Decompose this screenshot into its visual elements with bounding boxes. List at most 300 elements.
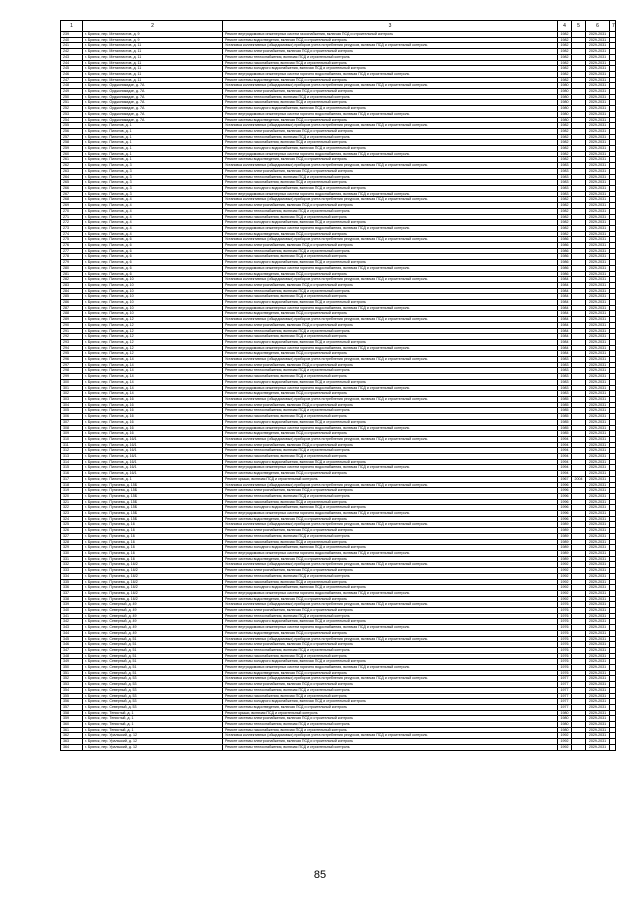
cell-year-built: 1976 [558,619,572,625]
cell-work-type: Ремонт системы электроснабжения, включая ПСД и строительный контроль [223,243,558,249]
cell-work-type: Установка коллективных (общедомовых) приборов учета потребления ресурсов, включая ПСД и строительный контроль [223,277,558,283]
cell-row-number: 277 [61,248,83,254]
cell-row-number: 339 [61,602,83,608]
cell-work-type: Ремонт системы электроснабжения, включая ПСД и строительный контроль [223,739,558,745]
cell-address: г. Брянск, пер. Северный, д. 49 [83,625,223,631]
cell-row-number: 353 [61,682,83,688]
cell-work-type: Ремонт системы холодного водоснабжения, включая ПСД и строительный контроль [223,619,558,625]
cell-address: г. Брянск, пер. Металлистов, д. 9 [83,37,223,43]
cell-address: г. Брянск, пер. Пилотов, д. 12 [83,351,223,357]
cell-address: г. Брянск, пер. Металлистов, д. 9 [83,32,223,38]
cell-row-number: 309 [61,431,83,437]
cell-address: г. Брянск, пер. Пилотов, д. 1 [83,476,223,482]
cell-work-type: Ремонт системы холодного водоснабжения, включая ПСД и строительный контроль [223,66,558,72]
cell-row-number: 292 [61,334,83,340]
cell-address: г. Брянск, пер. Пилотов, д. 16/1 [83,454,223,460]
cell-work-type: Ремонт системы электроснабжения, включая ПСД и строительный контроль [223,322,558,328]
cell-planned-period: 2029-2031 [586,54,610,60]
cell-row-number: 307 [61,419,83,425]
cell-work-type: Ремонт системы электроснабжения, включая ПСД и строительный контроль [223,716,558,722]
cell-address: г. Брянск, пер. Уральский, д. 12 [83,744,223,750]
cell-address: г. Брянск, пер. Пилотов, д. 10 [83,305,223,311]
cell-row-number: 297 [61,362,83,368]
cell-address: г. Брянск, пер. Северный, д. 51 [83,665,223,671]
cell-year-built: 1985 [558,402,572,408]
cell-work-type: Ремонт системы холодного водоснабжения, включая ПСД и строительный контроль [223,419,558,425]
cell-planned-period: 2029-2031 [586,556,610,562]
cell-row-number: 274 [61,231,83,237]
cell-year-built: 1976 [558,653,572,659]
cell-row-number: 328 [61,539,83,545]
cell-work-type: Ремонт системы электроснабжения, включая ПСД и строительный контроль [223,402,558,408]
cell-work-type: Ремонт системы газоснабжения, включая ПСД и строительный контроль [223,727,558,733]
cell-address: г. Брянск, пер. Орджоникидзе, д. 7А [83,106,223,112]
cell-year-built: 1982 [558,43,572,49]
cell-year-built: 1992 [558,739,572,745]
cell-planned-period: 2029-2031 [586,214,610,220]
cell-address: г. Брянск, пер. Орджоникидзе, д. 7А [83,83,223,89]
cell-work-type: Установка коллективных (общедомовых) приборов учета потребления ресурсов, включая ПСД и строительный контроль [223,436,558,442]
cell-planned-period: 2029-2031 [586,744,610,750]
cell-address: г. Брянск, пер. Уральский, д. 12 [83,739,223,745]
cell-row-number: 308 [61,425,83,431]
cell-row-number: 325 [61,522,83,528]
cell-row-number: 326 [61,528,83,534]
cell-work-type: Ремонт внутридомовых инженерных систем горячего водоснабжения, включая ПСД и строительный контроль [223,345,558,351]
cell-address: г. Брянск, пер. Пилотов, д. 1 [83,146,223,152]
cell-planned-period: 2029-2031 [586,374,610,380]
cell-planned-period: 2029-2031 [586,43,610,49]
table-header [61,21,616,32]
cell-row-number: 258 [61,140,83,146]
cell-year-built: 1976 [558,630,572,636]
cell-address: г. Брянск, пер. Пилотов, д. 12 [83,339,223,345]
cell-planned-period: 2029-2031 [586,368,610,374]
cell-year-built: 1986 [558,248,572,254]
cell-row-number: 319 [61,488,83,494]
cell-row-number: 252 [61,106,83,112]
cell-address: г. Брянск, пер. Пугачева, д. 16/2 [83,568,223,574]
cell-address: г. Брянск, пер. Северный, д. 51 [83,653,223,659]
cell-row-number: 303 [61,397,83,403]
cell-planned-period: 2029-2031 [586,191,610,197]
cell-work-type: Ремонт системы водоотведения, включая ПСД и строительный контроль [223,471,558,477]
cell-address: г. Брянск, пер. Пилотов, д. 14 [83,362,223,368]
cell-address: г. Брянск, пер. Пилотов, д. 14 [83,391,223,397]
cell-year-built: 1996 [558,516,572,522]
cell-planned-period: 2029-2031 [586,288,610,294]
cell-work-type: Ремонт системы теплоснабжения, включая ПСД и строительный контроль [223,54,558,60]
cell-year-built: 1986 [558,237,572,243]
cell-year-built: 1982 [558,60,572,66]
cell-planned-period: 2029-2031 [586,608,610,614]
cell-year-built: 1980 [558,716,572,722]
cell-work-type: Ремонт системы теплоснабжения, включая ПСД и строительный контроль [223,448,558,454]
cell-row-number: 323 [61,511,83,517]
cell-address: г. Брянск, пер. Пилотов, д. 6 [83,243,223,249]
cell-year-built: 1985 [558,425,572,431]
cell-planned-period: 2029-2031 [586,180,610,186]
cell-planned-period: 2029-2031 [586,727,610,733]
header-col-7: 7 [610,21,616,32]
cell-address: г. Брянск, пер. Пилотов, д. 1 [83,123,223,129]
cell-row-number: 246 [61,71,83,77]
cell-row-number: 283 [61,282,83,288]
cell-row-number: 335 [61,579,83,585]
cell-address: г. Брянск, пер. Пилотов, д. 16/1 [83,465,223,471]
cell-address: г. Брянск, пер. Пугачева, д. 16/2 [83,585,223,591]
cell-address: г. Брянск, пер. Пилотов, д. 4 [83,231,223,237]
cell-row-number: 289 [61,317,83,323]
cell-year-built: 1989 [558,550,572,556]
cell-year-built: 1989 [558,528,572,534]
cell-planned-period: 2029-2031 [586,505,610,511]
cell-year-built: 1992 [558,585,572,591]
cell-year-built: 1985 [558,397,572,403]
cell-planned-period: 2029-2031 [586,225,610,231]
cell-year-built: 1982 [558,197,572,203]
cell-row-number: 352 [61,676,83,682]
cell-year-built: 1986 [558,271,572,277]
cell-year-built: 1985 [558,419,572,425]
cell-work-type: Ремонт системы газоснабжения, включая ПСД и строительный контроль [223,374,558,380]
cell-address: г. Брянск, пер. Пилотов, д. 3 [83,180,223,186]
cell-planned-period: 2029-2031 [586,710,610,716]
cell-address: г. Брянск, пер. Северный, д. 51 [83,642,223,648]
cell-planned-period: 2029-2031 [586,157,610,163]
cell-year-built: 1985 [558,414,572,420]
cell-work-type: Ремонт системы холодного водоснабжения, включая ПСД и строительный контроль [223,459,558,465]
cell-work-type: Ремонт системы холодного водоснабжения, включая ПСД и строительный контроль [223,699,558,705]
cell-planned-period: 2029-2031 [586,260,610,266]
cell-address: г. Брянск, пер. Пилотов, д. 12 [83,322,223,328]
header-col-2: 2 [83,21,223,32]
cell-planned-period: 2029-2031 [586,111,610,117]
cell-year-built: 1994 [558,465,572,471]
cell-address: г. Брянск, пер. Пугачева, д. 16 [83,528,223,534]
cell-year-built: 1976 [558,659,572,665]
cell-planned-period: 2029-2031 [586,174,610,180]
cell-address: г. Брянск, пер. Пилотов, д. 10 [83,277,223,283]
cell-year-built: 1983 [558,379,572,385]
cell-work-type: Ремонт системы водоотведения, включая ПСД и строительный контроль [223,37,558,43]
cell-address: г. Брянск, пер. Металлистов, д. 11 [83,77,223,83]
cell-address: г. Брянск, пер. Пилотов, д. 3 [83,185,223,191]
cell-address: г. Брянск, пер. Пилотов, д. 6 [83,254,223,260]
cell-row-number: 362 [61,733,83,739]
cell-work-type: Установка коллективных (общедомовых) приборов учета потребления ресурсов, включая ПСД и строительный контроль [223,397,558,403]
cell-row-number: 304 [61,402,83,408]
cell-year-built: 1976 [558,670,572,676]
cell-year-built: 1977 [558,699,572,705]
cell-planned-period: 2029-2031 [586,682,610,688]
cell-address: г. Брянск, пер. Орджоникидзе, д. 7А [83,117,223,123]
cell-address: г. Брянск, пер. Пилотов, д. 16 [83,414,223,420]
cell-address: г. Брянск, пер. Пилотов, д. 16 [83,408,223,414]
cell-year-built: 1977 [558,687,572,693]
cell-year-built: 1983 [558,391,572,397]
cell-planned-period: 2029-2031 [586,722,610,728]
cell-address: г. Брянск, пер. Северный, д. 53 [83,699,223,705]
cell-year-built: 1986 [558,265,572,271]
cell-work-type: Ремонт системы газоснабжения, включая ПСД и строительный контроль [223,180,558,186]
cell-row-number: 251 [61,100,83,106]
cell-row-number: 320 [61,493,83,499]
cell-planned-period: 2029-2031 [586,590,610,596]
cell-year-built: 1982 [558,214,572,220]
cell-address: г. Брянск, пер. Пилотов, д. 1 [83,151,223,157]
cell-address: г. Брянск, пер. Северный, д. 53 [83,704,223,710]
cell-planned-period: 2029-2031 [586,493,610,499]
cell-planned-period: 2029-2031 [586,317,610,323]
cell-work-type: Ремонт системы газоснабжения, включая ПСД и строительный контроль [223,579,558,585]
cell-work-type: Ремонт внутридомовых инженерных систем горячего водоснабжения, включая ПСД и строительный контроль [223,305,558,311]
cell-planned-period: 2029-2031 [586,94,610,100]
cell-year-built: 1986 [558,254,572,260]
cell-row-number: 351 [61,670,83,676]
cell-address: г. Брянск, пер. Пугачева, д. 15Б [83,516,223,522]
cell-row-number: 240 [61,37,83,43]
cell-planned-period: 2029-2031 [586,83,610,89]
cell-year-built: 1984 [558,277,572,283]
cell-planned-period: 2029-2031 [586,100,610,106]
cell-work-type: Ремонт системы теплоснабжения, включая ПСД и строительный контроль [223,493,558,499]
cell-address: г. Брянск, пер. Пилотов, д. 1 [83,134,223,140]
cell-work-type: Установка коллективных (общедомовых) приборов учета потребления ресурсов, включая ПСД и строительный контроль [223,636,558,642]
cell-work-type: Ремонт системы электроснабжения, включая ПСД и строительный контроль [223,49,558,55]
cell-row-number: 291 [61,328,83,334]
cell-work-type: Ремонт системы электроснабжения, включая ПСД и строительный контроль [223,608,558,614]
cell-work-type: Ремонт системы теплоснабжения, включая ПСД и строительный контроль [223,573,558,579]
cell-planned-period: 2029-2031 [586,454,610,460]
cell-planned-period: 2029-2031 [586,357,610,363]
cell-row-number: 254 [61,117,83,123]
cell-planned-period: 2029-2031 [586,185,610,191]
cell-address: г. Брянск, пер. Пилотов, д. 16/1 [83,448,223,454]
cell-row-number: 261 [61,157,83,163]
cell-planned-period: 2029-2031 [586,528,610,534]
cell-year-built: 1980 [558,89,572,95]
cell-planned-period: 2029-2031 [586,670,610,676]
cell-work-type: Ремонт системы газоснабжения, включая ПСД и строительный контроль [223,100,558,106]
cell-year-built: 1992 [558,579,572,585]
cell-row-number: 279 [61,260,83,266]
cell-planned-period: 2029-2031 [586,265,610,271]
cell-planned-period: 2029-2031 [586,545,610,551]
cell-planned-period: 2029-2031 [586,146,610,152]
cell-address: г. Брянск, пер. Металлистов, д. 11 [83,60,223,66]
cell-row-number: 311 [61,442,83,448]
cell-year-built: 1982 [558,66,572,72]
cell-work-type: Ремонт системы электроснабжения, включая ПСД и строительный контроль [223,488,558,494]
cell-row-number: 315 [61,465,83,471]
cell-planned-period: 2029-2031 [586,351,610,357]
cell-year-built: 1996 [558,511,572,517]
cell-work-type: Ремонт системы водоотведения, включая ПСД и строительный контроль [223,77,558,83]
cell-address: г. Брянск, пер. Пилотов, д. 1 [83,140,223,146]
cell-row-number: 347 [61,647,83,653]
header-col-4: 4 [558,21,572,32]
cell-work-type: Ремонт системы газоснабжения, включая ПСД и строительный контроль [223,454,558,460]
cell-work-type: Ремонт системы теплоснабжения, включая ПСД и строительный контроль [223,722,558,728]
cell-planned-period: 2029-2031 [586,379,610,385]
cell-work-type: Ремонт системы холодного водоснабжения, включая ПСД и строительный контроль [223,545,558,551]
cell-work-type: Ремонт внутридомовых инженерных систем горячего водоснабжения, включая ПСД и строительный контроль [223,465,558,471]
cell-row-number: 273 [61,225,83,231]
cell-year-built: 1992 [558,733,572,739]
cell-row-number: 332 [61,562,83,568]
cell-work-type: Установка коллективных (общедомовых) приборов учета потребления ресурсов, включая ПСД и строительный контроль [223,237,558,243]
cell-work-type: Ремонт системы электроснабжения, включая ПСД и строительный контроль [223,89,558,95]
cell-row-number: 288 [61,311,83,317]
cell-row-number: 271 [61,214,83,220]
cell-row-number: 361 [61,727,83,733]
cell-planned-period: 2029-2031 [586,300,610,306]
cell-year-built: 1980 [558,106,572,112]
cell-year-built: 1976 [558,608,572,614]
cell-year-built: 1982 [558,54,572,60]
cell-address: г. Брянск, пер. Северный, д. 51 [83,659,223,665]
cell-work-type: Ремонт системы водоотведения, включая ПСД и строительный контроль [223,391,558,397]
cell-address: г. Брянск, пер. Северный, д. 53 [83,693,223,699]
header-col-5: 5 [572,21,586,32]
cell-year-built: 1992 [558,744,572,750]
cell-row-number: 260 [61,151,83,157]
cell-address: г. Брянск, пер. Пилотов, д. 4 [83,225,223,231]
cell-address: г. Брянск, пер. Пилотов, д. 16/1 [83,459,223,465]
cell-planned-period: 2029-2031 [586,208,610,214]
cell-planned-period: 2029-2031 [586,89,610,95]
cell-planned-period: 2029-2031 [586,693,610,699]
cell-work-type: Ремонт системы водоотведения, включая ПСД и строительный контроль [223,516,558,522]
cell-work-type: Ремонт внутридомовых инженерных систем горячего водоснабжения, включая ПСД и строительный контроль [223,191,558,197]
cell-planned-period: 2029-2031 [586,630,610,636]
cell-work-type: Ремонт системы электроснабжения, включая ПСД и строительный контроль [223,362,558,368]
cell-planned-period: 2029-2031 [586,716,610,722]
cell-work-type: Ремонт внутридомовых инженерных систем горячего водоснабжения, включая ПСД и строительный контроль [223,590,558,596]
cell-address: г. Брянск, пер. Пугачева, д. 16/2 [83,579,223,585]
cell-work-type: Ремонт системы водоотведения, включая ПСД и строительный контроль [223,431,558,437]
cell-year-last-repair: 2004 [572,476,586,482]
cell-planned-period: 2029-2031 [586,248,610,254]
cell-row-number: 300 [61,379,83,385]
cell-row-number: 263 [61,168,83,174]
cell-planned-period: 2029-2031 [586,436,610,442]
cell-year-built: 1980 [558,100,572,106]
cell-year-built: 1989 [558,533,572,539]
cell-work-type: Ремонт системы электроснабжения, включая ПСД и строительный контроль [223,642,558,648]
cell-address: г. Брянск, пер. Северный, д. 49 [83,602,223,608]
cell-work-type: Ремонт системы водоотведения, включая ПСД и строительный контроль [223,630,558,636]
cell-work-type: Ремонт системы водоотведения, включая ПСД и строительный контроль [223,311,558,317]
cell-row-number: 343 [61,625,83,631]
cell-row-number: 334 [61,573,83,579]
cell-planned-period: 2029-2031 [586,465,610,471]
cell-address: г. Брянск, пер. Пилотов, д. 6 [83,237,223,243]
cell-address: г. Брянск, пер. Металлистов, д. 11 [83,66,223,72]
cell-year-built: 1983 [558,185,572,191]
cell-row-number: 341 [61,613,83,619]
cell-planned-period: 2029-2031 [586,397,610,403]
cell-year-built: 1983 [558,357,572,363]
cell-work-type: Ремонт системы холодного водоснабжения, включая ПСД и строительный контроль [223,585,558,591]
cell-year-built: 1985 [558,431,572,437]
cell-row-number: 282 [61,277,83,283]
cell-row-number: 340 [61,608,83,614]
cell-row-number: 243 [61,54,83,60]
cell-row-number: 295 [61,351,83,357]
cell-year-built: 1989 [558,545,572,551]
cell-planned-period: 2029-2031 [586,704,610,710]
cell-planned-period: 2029-2031 [586,659,610,665]
cell-planned-period: 2029-2031 [586,220,610,226]
cell-row-number: 357 [61,704,83,710]
cell-address: г. Брянск, пер. Орджоникидзе, д. 7А [83,94,223,100]
cell-planned-period: 2029-2031 [586,37,610,43]
cell-planned-period: 2029-2031 [586,585,610,591]
cell-planned-period: 2029-2031 [586,676,610,682]
cell-planned-period: 2029-2031 [586,687,610,693]
cell-year-built: 1989 [558,539,572,545]
cell-year-built: 1984 [558,334,572,340]
cell-year-built: 1977 [558,676,572,682]
cell-work-type: Ремонт системы электроснабжения, включая ПСД и строительный контроль [223,442,558,448]
cell-address: г. Брянск, пер. Пилотов, д. 4 [83,197,223,203]
cell-work-type: Ремонт системы теплоснабжения, включая ПСД и строительный контроль [223,94,558,100]
cell-address: г. Брянск, пер. Пилотов, д. 16 [83,397,223,403]
cell-address: г. Брянск, пер. Пугачева, д. 16/2 [83,562,223,568]
cell-address: г. Брянск, пер. Тенистый, д. 1 [83,727,223,733]
cell-year-built: 1982 [558,157,572,163]
cell-address: г. Брянск, пер. Пилотов, д. 10 [83,311,223,317]
cell-work-type: Ремонт системы газоснабжения, включая ПСД и строительный контроль [223,334,558,340]
cell-year-built: 1996 [558,505,572,511]
cell-work-type: Ремонт внутридомовых инженерных систем горячего водоснабжения, включая ПСД и строительный контроль [223,385,558,391]
cell-planned-period: 2029-2031 [586,345,610,351]
cell-work-type: Установка коллективных (общедомовых) приборов учета потребления ресурсов, включая ПСД и строительный контроль [223,602,558,608]
cell-work-type: Ремонт системы теплоснабжения, включая ПСД и строительный контроль [223,328,558,334]
cell-row-number: 345 [61,636,83,642]
cell-planned-period: 2029-2031 [586,277,610,283]
cell-work-type: Ремонт системы теплоснабжения, включая ПСД и строительный контроль [223,408,558,414]
cell-row-number: 256 [61,128,83,134]
cell-year-built: 1992 [558,562,572,568]
cell-row-number: 262 [61,163,83,169]
cell-row-number: 272 [61,220,83,226]
cell-address: г. Брянск, пер. Пугачева, д. 16 [83,550,223,556]
cell-year-built: 1982 [558,208,572,214]
cell-row-number: 342 [61,619,83,625]
cell-work-type: Ремонт системы теплоснабжения, включая ПСД и строительный контроль [223,288,558,294]
cell-year-built: 1980 [558,94,572,100]
cell-year-built: 1994 [558,471,572,477]
cell-planned-period: 2029-2031 [586,539,610,545]
cell-work-type: Ремонт внутридомовых инженерных систем горячего водоснабжения, включая ПСД и строительный контроль [223,425,558,431]
cell-row-number: 337 [61,590,83,596]
cell-planned-period: 2029-2031 [586,419,610,425]
cell-year-built: 1996 [558,499,572,505]
cell-row-number: 245 [61,66,83,72]
cell-planned-period: 2029-2031 [586,568,610,574]
cell-work-type: Ремонт внутридомовых инженерных систем газоснабжения, включая ПСД и строительный контроль [223,32,558,38]
cell-address: г. Брянск, пер. Северный, д. 53 [83,682,223,688]
cell-year-built: 1982 [558,151,572,157]
cell-planned-period: 2029-2031 [586,32,610,38]
cell-planned-period: 2029-2031 [586,625,610,631]
cell-work-type: Ремонт системы теплоснабжения, включая ПСД и строительный контроль [223,687,558,693]
cell-row-number: 253 [61,111,83,117]
cell-row-number: 317 [61,476,83,482]
